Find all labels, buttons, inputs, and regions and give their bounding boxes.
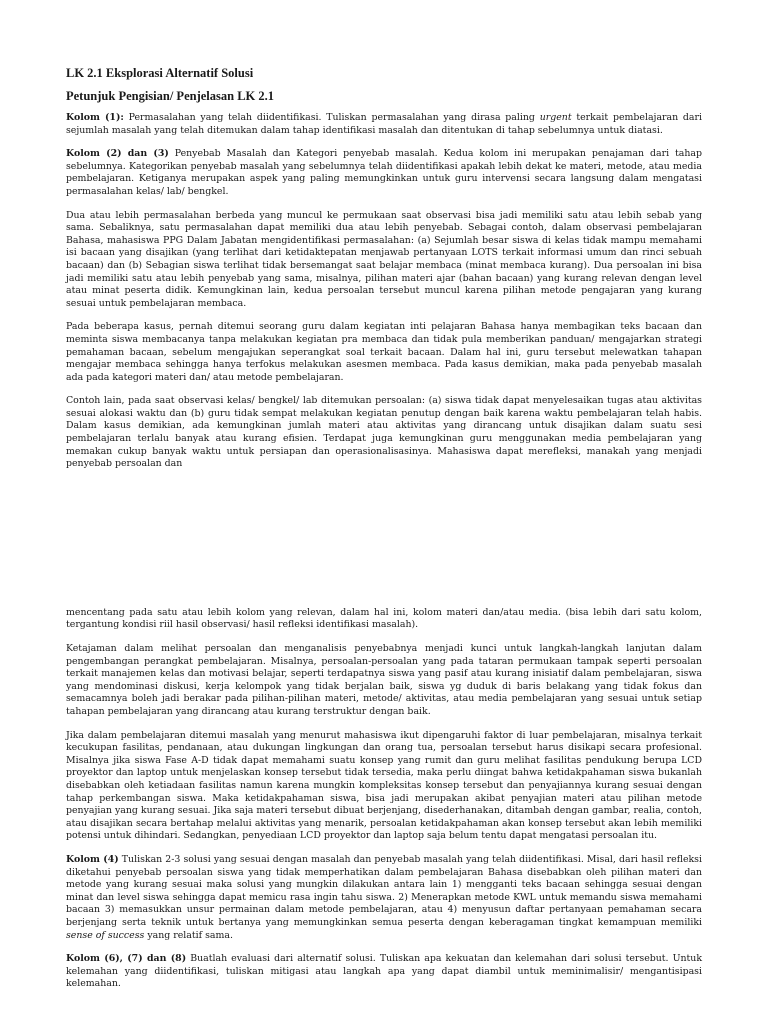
kolom-6-7-8-label: Kolom (6), (7) dan (8) [66,953,187,965]
page-subtitle: Petunjuk Pengisian/ Penjelasan LK 2.1 [66,89,275,103]
paragraph-kolom-1 [66,112,702,137]
kolom-1-label: Kolom (1): [66,112,124,123]
kolom-4-emphasis: sense of success [66,929,145,941]
kolom-2-3-text: Penyebab Masalah dan Kategori penyebab masalah. Kedua kolom ini merupakan penajaman dari tahap sebelumnya. Kategorikan penyebab masalah yang sebelumnya telah diidentifikasi apakah lebih dekat ke materi, metode, atau media pembelajaran. Ketiganya merupakan aspek yang paling memungkinkan untuk guru intervensi secara langsung dalam mengatasi permasalahan kelas/ lab/ bengkel. [66,148,702,197]
paragraph-case-time: Contoh lain, pada saat observasi kelas/ bengkel/ lab ditemukan persoalan: (a) siswa tidak dapat menyelesaikan tugas atau aktivitas sesuai alokasi waktu dan (b) guru tidak sempat melakukan kegiatan penutup dengan baik karena waktu pembelajaran telah habis. Dalam kasus demikian, ada kemungkinan jumlah materi atau aktivitas yang dirancang untuk disajikan dalam suatu sesi pembelajaran terlalu banyak atau kurang efisien. Terdapat juga kemungkinan guru menggunakan media pembelajaran yang memakan cukup banyak waktu untuk persiapan dan operasionalisasinya. Mahasiswa dapat merefleksi, manakah yang menjadi penyebab persoalan dan [66,395,702,470]
kolom-4-text-b: yang relatif sama. [144,929,233,941]
kolom-6-7-8-text: Buatlah evaluasi dari alternatif solusi. Tuliskan apa kekuatan dan kelemahan dari solusi tersebut. Untuk kelemahan yang diidentifikasi, tuliskan mitigasi atau langkah apa yang dapat diambil untuk meminimalisir/ mengantisipasi kelemahan. [66,953,702,990]
paragraph-kolom-2-3 [66,148,702,198]
kolom-1-emphasis: urgent [539,112,572,123]
paragraph-kolom-6-7-8 [66,953,702,991]
paragraph-case-reading: Pada beberapa kasus, pernah ditemui seorang guru dalam kegiatan inti pelajaran Bahasa hanya membagikan teks bacaan dan meminta siswa membacanya tanpa melakukan kegiatan pra membaca dan tidak pula memberikan panduan/ mengajarkan strategi pemahaman bacaan, sebelum mengajukan seperangkat soal terkait bacaan. Dalam hal ini, guru tersebut melewatkan tahapan mengajar membaca sehingga hanya terfokus melakukan asesmen membaca. Pada kasus demikian, maka pada penyebab masalah ada pada kategori materi dan/ atau metode pembelajaran. [66,321,702,383]
paragraph-example-language: Dua atau lebih permasalahan berbeda yang muncul ke permukaan saat observasi bisa jadi memiliki satu atau lebih sebab yang sama. Sebaliknya, satu permasalahan dapat memiliki dua atau lebih penyebab. Sebagai contoh, dalam observasi pembelajaran Bahasa, mahasiswa PPG Dalam Jabatan mengidentifikasi permasalahan: (a) Sejumlah besar siswa di kelas tidak mampu memahami isi bacaan yang disajikan (yang terlihat dari ketidaktepatan menjawab pertanyaan LOTS terkait informasi umum dan rinci sebuah bacaan) dan (b) Sebagian siswa terlihat tidak bersemangat saat belajar membaca (minat membaca kurang). Dua persoalan ini bisa jadi memiliki satu atau lebih penyebab yang sama, misalnya, pilihan materi ajar (bahan bacaan) yang kurang relevan dengan level atau minat peserta didik. Kemungkinan lain, kedua persoalan tersebut muncul karena pilihan metode pengajaran yang kurang sesuai untuk pembelajaran membaca. [66,209,702,309]
page-title: LK 2.1 Eksplorasi Alternatif Solusi [66,66,254,80]
paragraph-sharpness: Ketajaman dalam melihat persoalan dan menganalisis penyebabnya menjadi kunci untuk langkah-langkah lanjutan dalam pengembangan perangkat pembelajaran. Misalnya, persoalan-persoalan yang pada tataran permukaan tampak seperti persoalan terkait manajemen kelas dan motivasi belajar, seperti terdapatnya siswa yang pasif atau kurang inisiatif dalam pembelajaran, siswa yang mendominasi diskusi, kerja kelompok yang tidak berjalan baik, siswa yg duduk di baris belakang yang tidak fokus dan semacamnya boleh jadi berakar pada pilihan-pilihan materi, metode/ aktivitas, atau media pembelajaran yang sesuai untuk setiap tahapan pembelajaran yang dirancang atau kurang terstruktur dengan baik. [66,643,702,717]
paragraph-kolom-4 [66,854,702,942]
paragraph-continued: mencentang pada satu atau lebih kolom yang relevan, dalam hal ini, kolom materi dan/atau media. (bisa lebih dari satu kolom, tergantung kondisi riil hasil observasi/ hasil refleksi identifikasi masalah). [66,606,702,631]
page-break-gap [66,471,702,607]
kolom-2-3-label: Kolom (2) dan (3) [66,148,169,160]
kolom-1-text-a: Permasalahan yang telah diidentifikasi. Tuliskan permasalahan yang dirasa paling [123,112,540,123]
kolom-4-label: Kolom (4) [66,853,119,865]
kolom-1-text-b: terkait pembelajaran dari sejumlah masalah yang telah ditemukan dalam tahap identifikasi masalah dan ditentukan di tahap sebelumnya untuk diatasi. [66,112,702,136]
kolom-4-text-a: Tuliskan 2-3 solusi yang sesuai dengan masalah dan penyebab masalah yang telah diidentifikasi. Misal, dari hasil refleksi diketahui penyebab persoalan siswa yang tidak memperhatikan dalam pembelajaran Bahasa disebabkan oleh pilihan materi dan metode yang kurang sesuai maka solusi yang mungkin dilakukan antara lain 1) mengganti teks bacaan sehingga sesuai dengan minat dan level siswa sehingga dapat memicu rasa ingin tahu siswa. 2) Menerapkan metode KWL untuk memandu siswa memahami bacaan 3) memasukkan unsur permainan dalam metode pembelajaran, atau 4) menyusun daftar pertanyaan pemahaman secara berjenjang serta teknik untuk bertanya yang memungkinkan semua peserta dengan keberagaman tingkat kemampuan memiliki [66,853,702,928]
document-page [66,60,702,1002]
paragraph-external-factors: Jika dalam pembelajaran ditemui masalah yang menurut mahasiswa ikut dipengaruhi faktor di luar pembelajaran, misalnya terkait kecukupan fasilitas, pendanaan, atau dukungan lingkungan dan orang tua, persoalan tersebut harus disikapi secara profesional. Misalnya jika siswa Fase A-D tidak dapat memahami suatu konsep yang rumit dan guru melihat fasilitas pendukung berupa LCD proyektor dan laptop untuk menjelaskan konsep tersebut tidak tersedia, maka perlu diingat bahwa ketidakpahaman siswa bukanlah disebabkan oleh ketiadaan fasilitas namun karena mungkin kompleksitas konsep tersebut dan penyajiannya kurang sesuai dengan tahap perkembangan siswa. Maka ketidakpahaman siswa, bisa jadi merupakan akibat penyajian materi atau pilihan metode penyajian yang kurang sesuai. Jika saja materi tersebut dibuat berjenjang, disederhanakan, ditambah dengan gambar, realia, contoh, atau disajikan secara bertahap melalui aktivitas yang menarik, persoalan ketidakpahaman akan konsep tersebut akan lebih memiliki potensi untuk dihindari. Sedangkan, penyediaan LCD proyektor dan laptop saja belum tentu dapat mengatasi persoalan itu. [66,729,702,842]
